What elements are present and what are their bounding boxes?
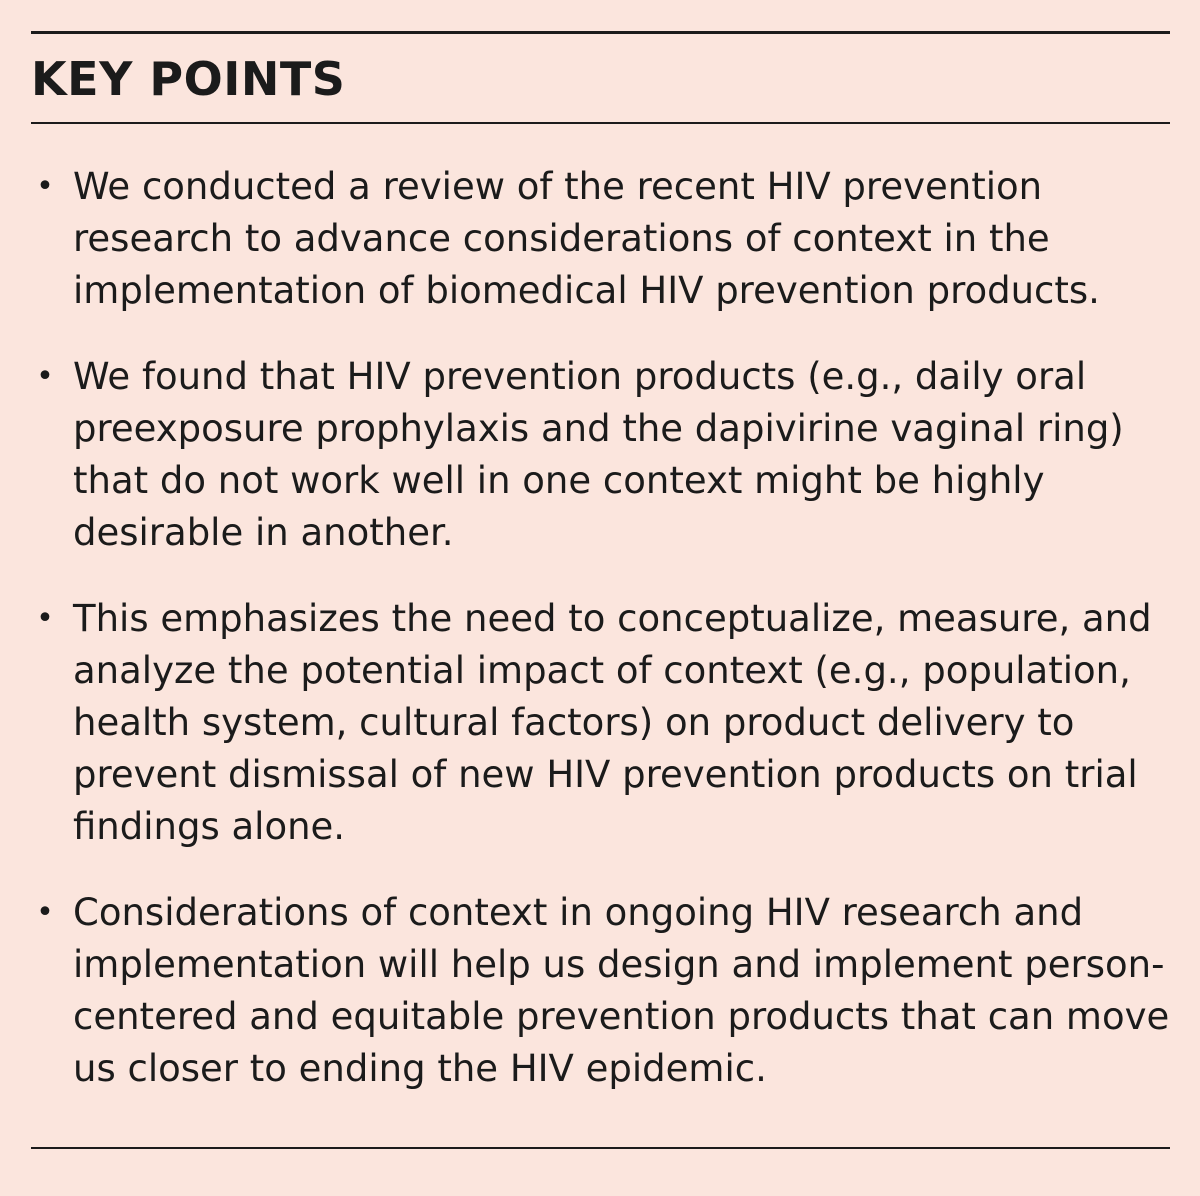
key-point-1 (31, 161, 1170, 317)
key-point-2 (31, 351, 1170, 559)
bullet-icon: • (36, 895, 54, 930)
bullet-icon: • (36, 169, 54, 204)
top-rule (31, 31, 1170, 34)
bullet-icon: • (36, 359, 54, 394)
key-points-box (31, 31, 1170, 1152)
key-points-title: KEY POINTS (31, 52, 346, 106)
bullet-icon: • (36, 601, 54, 636)
title-rule (31, 122, 1170, 124)
key-point-text: Considerations of context in ongoing HIV research and implementation will help us design and implement person-centered and equitable prevention products that can move us closer to ending the HIV epidemic. (73, 891, 1170, 1090)
key-points-list (31, 161, 1170, 1095)
key-point-text: We found that HIV prevention products (e.g., daily oral preexposure prophylaxis and the dapivirine vaginal ring) that do not work well in one context might be highly desirable in another. (73, 355, 1124, 554)
key-point-text: This emphasizes the need to conceptualize, measure, and analyze the potential impact of context (e.g., population, health system, cultural factors) on product delivery to prevent dismissal of new HIV prevention products on trial findings alone. (73, 597, 1152, 848)
key-point-text: We conducted a review of the recent HIV prevention research to advance considerations of context in the implementation of biomedical HIV prevention products. (73, 165, 1100, 312)
bottom-rule (31, 1147, 1170, 1149)
key-point-3 (31, 593, 1170, 853)
key-point-4 (31, 887, 1170, 1095)
